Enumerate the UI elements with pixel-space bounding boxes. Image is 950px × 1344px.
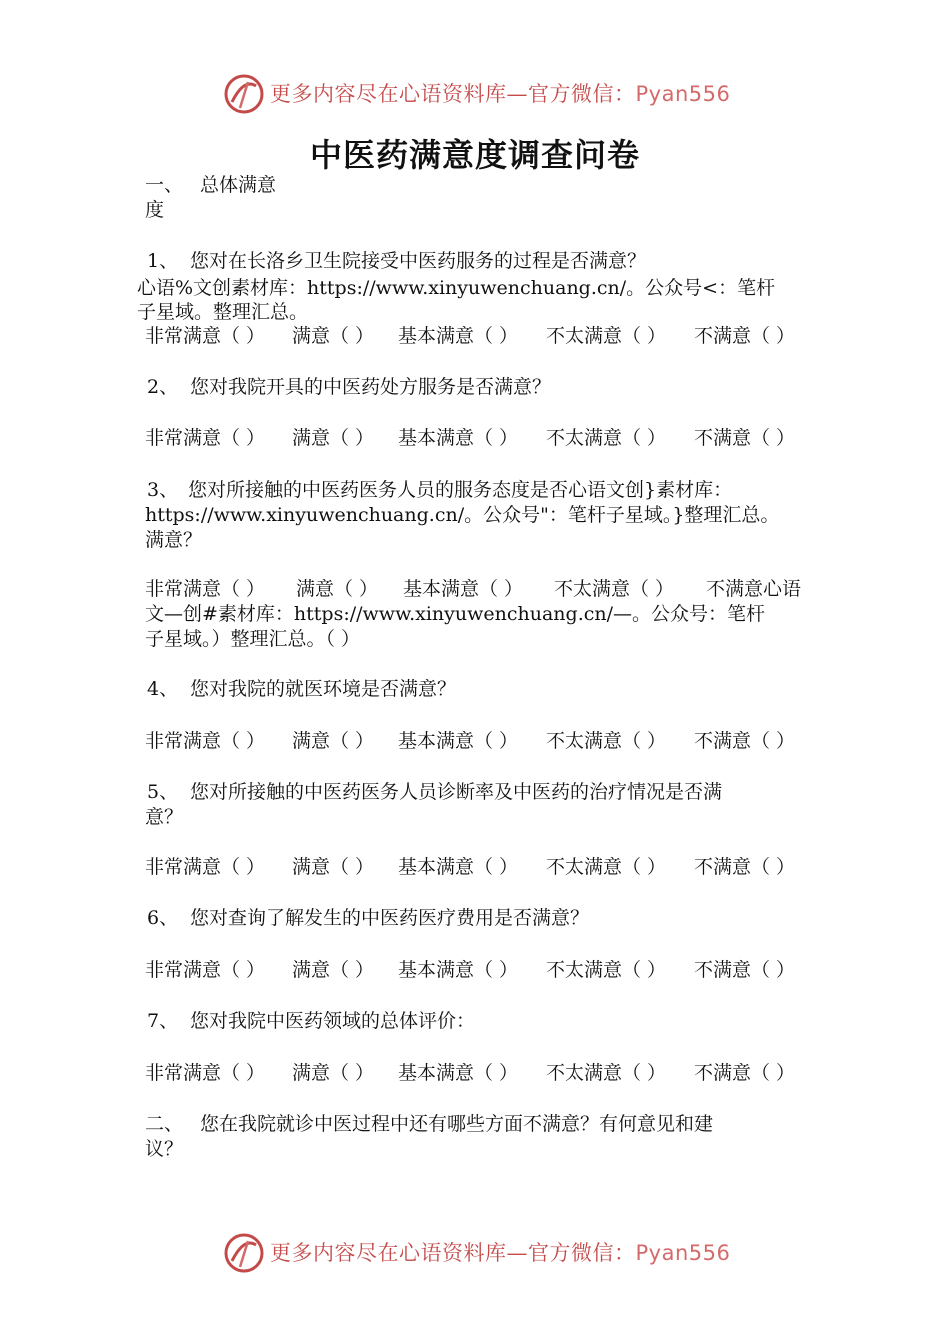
option-very-satisfied[interactable]: 非常满意（ ） bbox=[145, 730, 266, 752]
q3-options-watermark-line2: 文—创#素材库：https://www.xinyuwenchuang.cn/—。公众号：笔杆 bbox=[145, 603, 766, 625]
option-basically-satisfied[interactable]: 基本满意（ ） bbox=[403, 578, 524, 600]
option-basically-satisfied[interactable]: 基本满意（ ） bbox=[398, 856, 519, 878]
option-dissatisfied[interactable]: 不满意（ ） bbox=[694, 1062, 796, 1084]
option-basically-satisfied[interactable]: 基本满意（ ） bbox=[398, 1062, 519, 1084]
option-very-satisfied[interactable]: 非常满意（ ） bbox=[145, 856, 266, 878]
option-basically-satisfied[interactable]: 基本满意（ ） bbox=[398, 325, 519, 347]
option-basically-satisfied[interactable]: 基本满意（ ） bbox=[398, 427, 519, 449]
document-title: 中医药满意度调查问卷 bbox=[309, 136, 640, 174]
header-banner bbox=[222, 72, 742, 116]
q3-text-line3: 满意？ bbox=[145, 529, 203, 551]
brand-logo-icon bbox=[222, 1231, 266, 1275]
section2-text-line2: 议？ bbox=[145, 1138, 184, 1160]
option-satisfied[interactable]: 满意（ ） bbox=[292, 1062, 375, 1084]
q1-text: 您对在长洛乡卫生院接受中医药服务的过程是否满意？ bbox=[190, 250, 647, 272]
q3-number: 3、 bbox=[147, 479, 179, 501]
banner-slogan: 更多内容尽在心语资料库—官方微信： bbox=[270, 1241, 636, 1265]
option-very-satisfied[interactable]: 非常满意（ ） bbox=[145, 325, 266, 347]
q3-text-line1: 您对所接触的中医药医务人员的服务态度是否心语文创}素材库： bbox=[188, 479, 733, 501]
q2-number: 2、 bbox=[147, 376, 179, 398]
q1-watermark-line2: 子星域。整理汇总。 bbox=[137, 301, 309, 323]
q5-number: 5、 bbox=[147, 781, 179, 803]
option-dissatisfied[interactable]: 不满意心语 bbox=[706, 578, 802, 600]
option-very-satisfied[interactable]: 非常满意（ ） bbox=[145, 959, 266, 981]
q6-text: 您对查询了解发生的中医药医疗费用是否满意？ bbox=[190, 907, 590, 929]
section1-label-cont: 度 bbox=[145, 199, 165, 221]
option-very-satisfied[interactable]: 非常满意（ ） bbox=[145, 578, 266, 600]
option-basically-satisfied[interactable]: 基本满意（ ） bbox=[398, 730, 519, 752]
option-not-very-satisfied[interactable]: 不太满意（ ） bbox=[546, 427, 667, 449]
section2-number: 二、 bbox=[145, 1113, 184, 1135]
q4-text: 您对我院的就医环境是否满意？ bbox=[190, 678, 457, 700]
option-satisfied[interactable]: 满意（ ） bbox=[292, 730, 375, 752]
option-not-very-satisfied[interactable]: 不太满意（ ） bbox=[546, 325, 667, 347]
q1-number: 1、 bbox=[147, 250, 179, 272]
option-satisfied[interactable]: 满意（ ） bbox=[292, 856, 375, 878]
section1-number: 一、 bbox=[145, 174, 184, 196]
section2-text-line1: 您在我院就诊中医过程中还有哪些方面不满意？有何意见和建 bbox=[200, 1113, 714, 1135]
option-basically-satisfied[interactable]: 基本满意（ ） bbox=[398, 959, 519, 981]
option-not-very-satisfied[interactable]: 不太满意（ ） bbox=[546, 730, 667, 752]
option-satisfied[interactable]: 满意（ ） bbox=[292, 427, 375, 449]
option-dissatisfied[interactable]: 不满意（ ） bbox=[694, 325, 796, 347]
q7-number: 7、 bbox=[147, 1010, 179, 1032]
q3-text-line2: https://www.xinyuwenchuang.cn/。公众号"：笔杆子星域。}整理汇总。 bbox=[145, 504, 780, 526]
option-dissatisfied[interactable]: 不满意（ ） bbox=[694, 959, 796, 981]
option-satisfied[interactable]: 满意（ ） bbox=[292, 959, 375, 981]
banner-slogan: 更多内容尽在心语资料库—官方微信： bbox=[270, 82, 636, 106]
q3-options-watermark-line3: 子星域。）整理汇总。（ ） bbox=[145, 628, 361, 650]
banner-text bbox=[270, 78, 730, 108]
option-not-very-satisfied[interactable]: 不太满意（ ） bbox=[546, 856, 667, 878]
q6-number: 6、 bbox=[147, 907, 179, 929]
option-not-very-satisfied[interactable]: 不太满意（ ） bbox=[546, 959, 667, 981]
option-very-satisfied[interactable]: 非常满意（ ） bbox=[145, 1062, 266, 1084]
option-satisfied[interactable]: 满意（ ） bbox=[296, 578, 379, 600]
section1-label: 总体满意 bbox=[200, 174, 277, 196]
option-satisfied[interactable]: 满意（ ） bbox=[292, 325, 375, 347]
q7-text: 您对我院中医药领域的总体评价： bbox=[190, 1010, 476, 1032]
q5-text-line2: 意？ bbox=[145, 806, 184, 828]
option-very-satisfied[interactable]: 非常满意（ ） bbox=[145, 427, 266, 449]
banner-account: Pyan556 bbox=[635, 1241, 731, 1265]
q2-text: 您对我院开具的中医药处方服务是否满意？ bbox=[190, 376, 552, 398]
option-not-very-satisfied[interactable]: 不太满意（ ） bbox=[546, 1062, 667, 1084]
option-dissatisfied[interactable]: 不满意（ ） bbox=[694, 730, 796, 752]
banner-account: Pyan556 bbox=[635, 82, 731, 106]
option-dissatisfied[interactable]: 不满意（ ） bbox=[694, 856, 796, 878]
q4-number: 4、 bbox=[147, 678, 179, 700]
footer-banner bbox=[222, 1231, 742, 1275]
brand-logo-icon bbox=[222, 72, 266, 116]
banner-text bbox=[270, 1237, 730, 1267]
q1-watermark-line1: 心语%文创素材库：https://www.xinyuwenchuang.cn/。公众号<：笔杆 bbox=[137, 277, 776, 299]
option-not-very-satisfied[interactable]: 不太满意（ ） bbox=[554, 578, 675, 600]
option-dissatisfied[interactable]: 不满意（ ） bbox=[694, 427, 796, 449]
q5-text-line1: 您对所接触的中医药医务人员诊断率及中医药的治疗情况是否满 bbox=[190, 781, 723, 803]
